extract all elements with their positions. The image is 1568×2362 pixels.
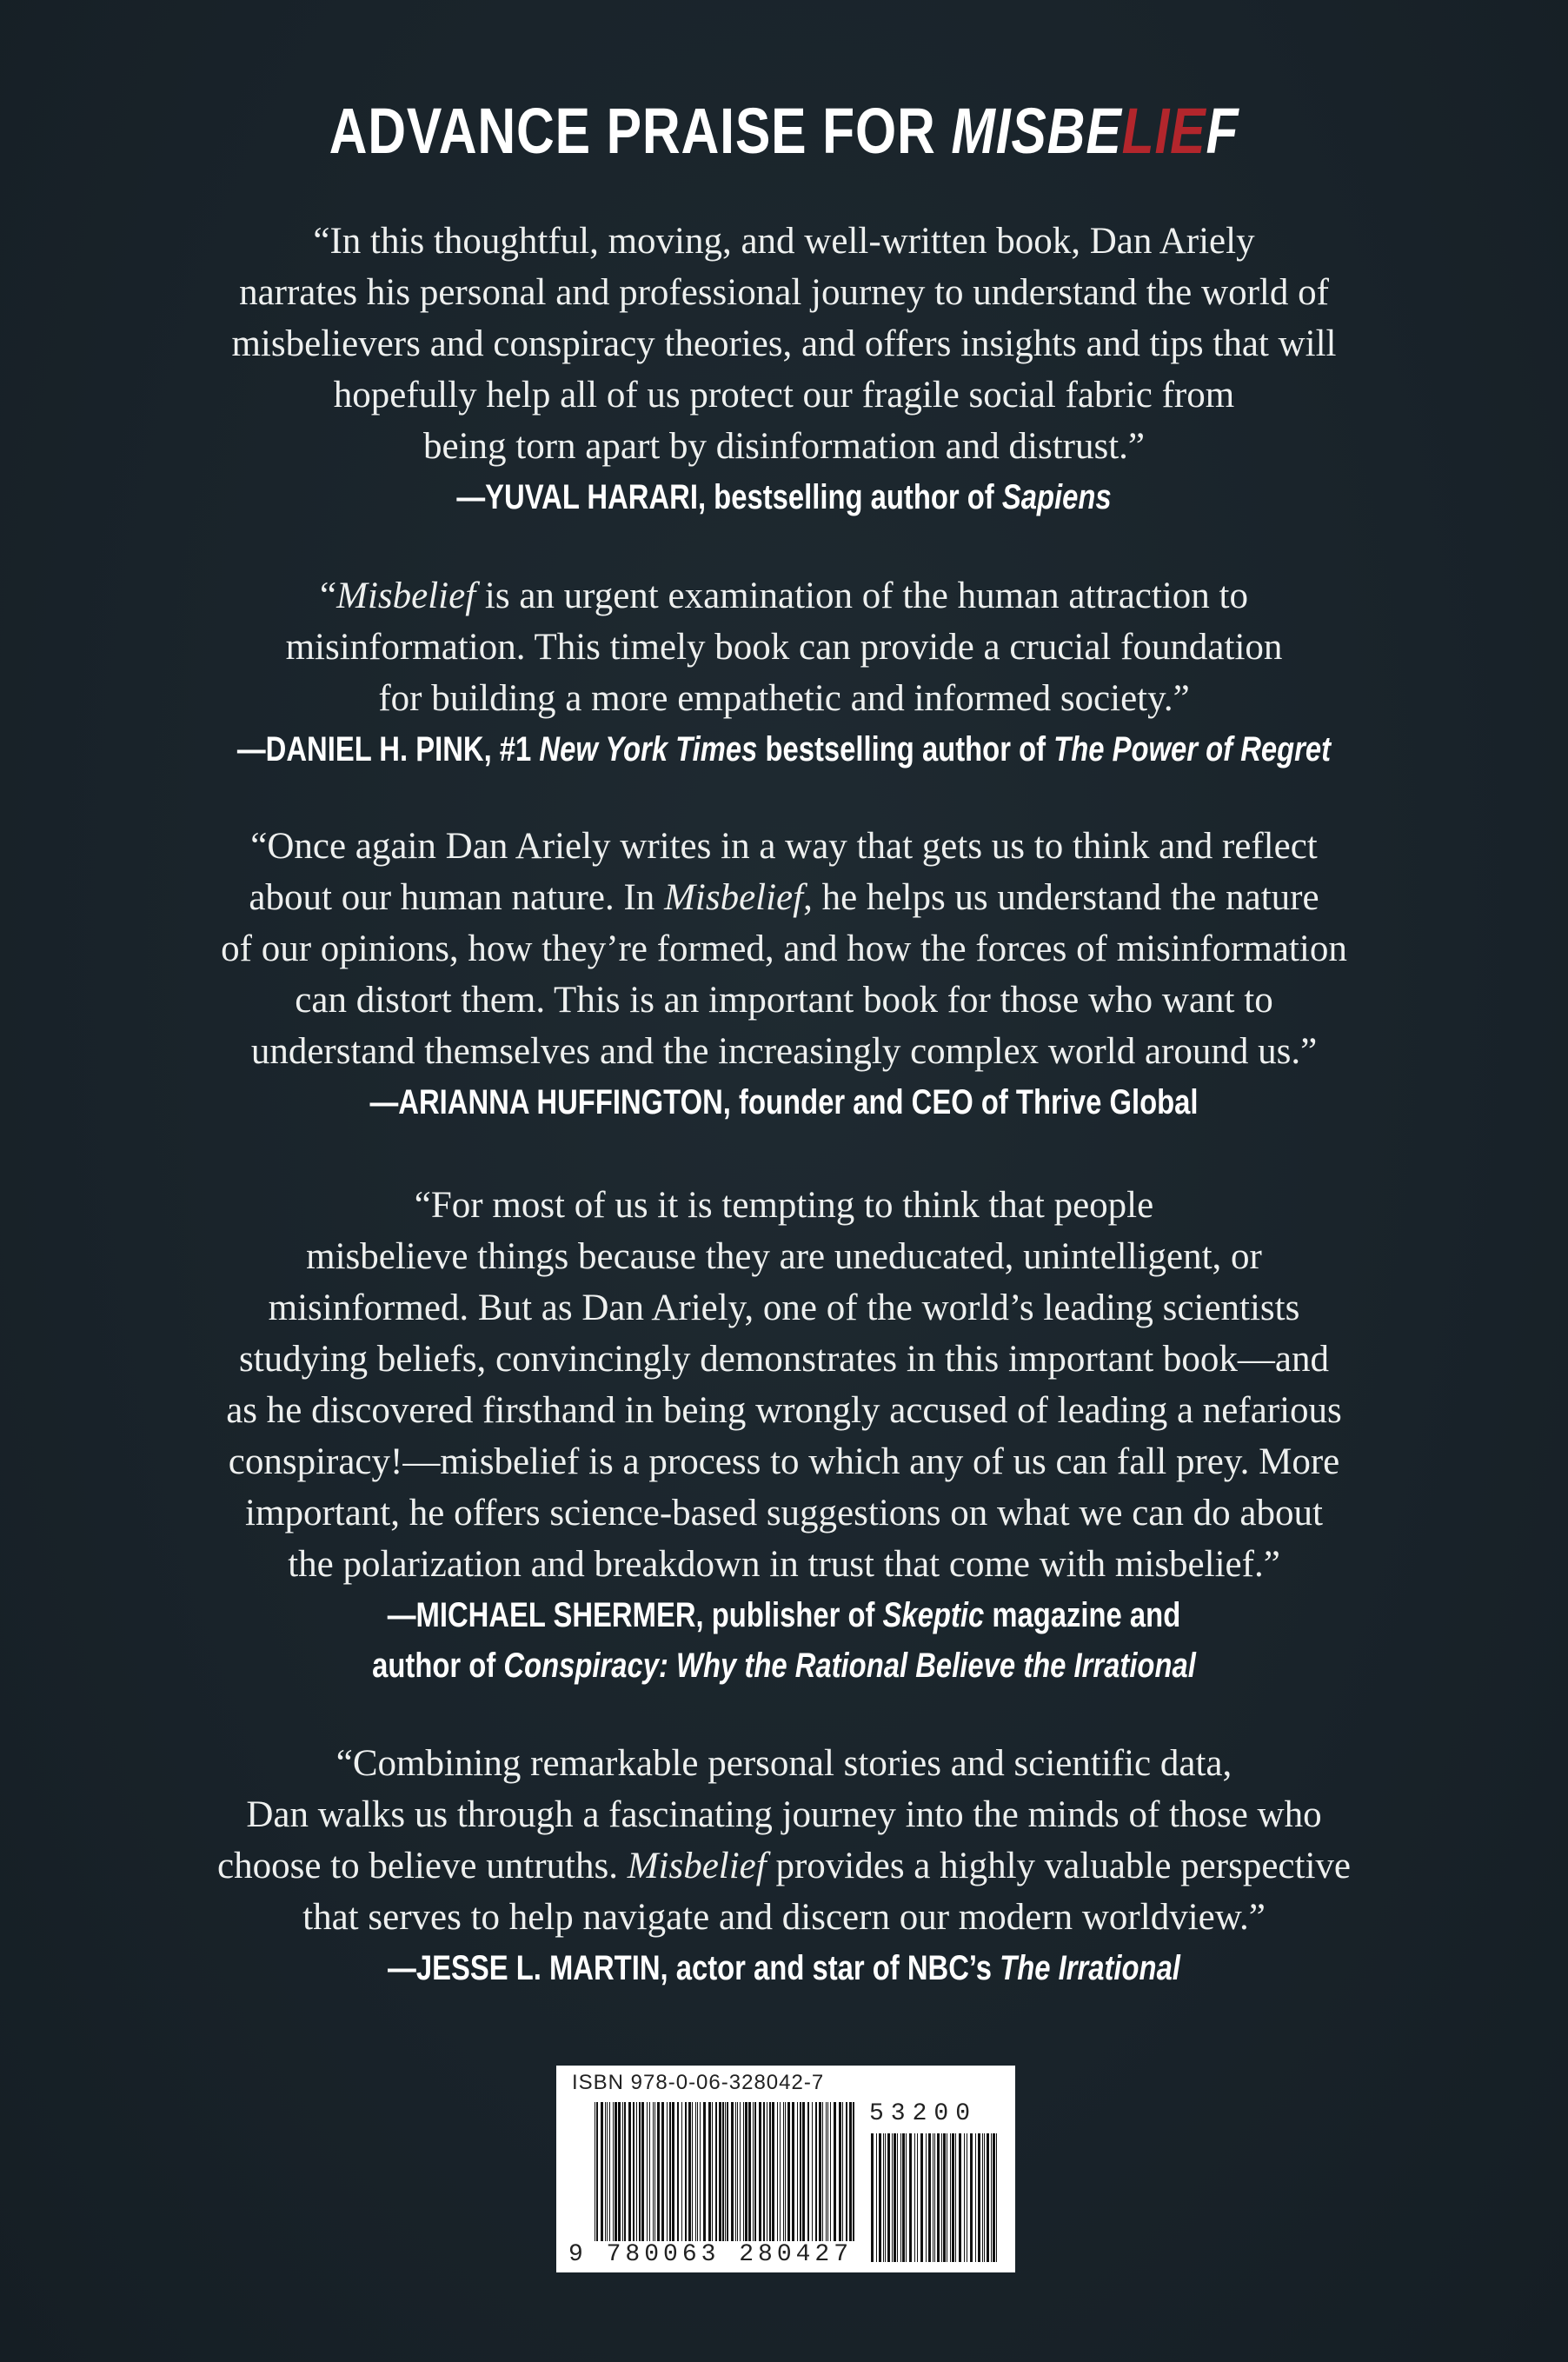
barcode-bar [661, 2102, 664, 2241]
quote-line: studying beliefs, convincingly demonstrates in this important book—and [239, 1339, 1329, 1380]
barcode-bar [887, 2133, 890, 2262]
attribution-paper: New York Times [539, 730, 758, 768]
barcode-bar [943, 2133, 946, 2262]
quote-line: the polarization and breakdown in trust that come with misbelief.” [288, 1544, 1280, 1585]
quote-open: “ [320, 576, 337, 616]
quote-text: provides a highly valuable perspective [766, 1846, 1351, 1886]
barcode-bar [842, 2102, 843, 2241]
barcode-bar [928, 2133, 931, 2262]
barcode-bar [692, 2102, 693, 2241]
barcode-bar [622, 2102, 623, 2241]
barcode-bar [993, 2133, 995, 2262]
barcode-bar [826, 2102, 827, 2241]
quote-line: that serves to help navigate and discern our modern worldview.” [302, 1897, 1266, 1938]
attribution-text: —MICHAEL SHERMER, publisher of [387, 1596, 883, 1634]
barcode-bar [876, 2133, 877, 2262]
barcode-bar [906, 2133, 907, 2262]
attribution-work: The Irrational [1000, 1949, 1180, 1987]
quote-line: “In this thoughtful, moving, and well-written book, Dan Ariely [313, 221, 1255, 262]
barcode-bar [879, 2133, 881, 2262]
quote-text: , he helps us understand the nature [803, 877, 1319, 918]
barcode-bar [780, 2102, 781, 2241]
quote-line: of our opinions, how they’re formed, and how the forces of misinformation [221, 928, 1347, 969]
barcode-bar [596, 2102, 598, 2241]
barcode-bar [731, 2102, 734, 2241]
barcode-bar [926, 2133, 927, 2262]
barcode-bar [748, 2102, 751, 2241]
barcode-bar [628, 2102, 631, 2241]
barcode-bar [649, 2102, 650, 2241]
barcode-bar [902, 2133, 905, 2262]
attribution-text: —JESSE L. MARTIN, actor and star of NBC’s [388, 1949, 1000, 1987]
attribution [141, 1640, 1426, 1691]
blurb-pink [0, 570, 1568, 775]
quote-line: Dan walks us through a fascinating journey into the minds of those who [246, 1794, 1322, 1835]
barcode-bar [885, 2133, 886, 2262]
isbn-barcode [556, 2066, 1015, 2272]
attribution-text: author of [372, 1647, 504, 1685]
barcode-bar [639, 2102, 641, 2241]
barcode-bar [987, 2133, 989, 2262]
barcode-bar [792, 2102, 794, 2241]
barcode-bar [812, 2102, 813, 2241]
barcode-bar [772, 2102, 774, 2241]
barcode-bar [964, 2133, 965, 2262]
barcode-bar [934, 2133, 935, 2262]
barcode-bar [853, 2102, 854, 2241]
barcode-bar [763, 2102, 765, 2241]
attribution: —ARIANNA HUFFINGTON, founder and CEO of Thrive Global [369, 1083, 1199, 1121]
barcode-bar [745, 2102, 747, 2241]
barcode-bar [941, 2133, 942, 2262]
quote-line [0, 1840, 1568, 1892]
barcode-bar [743, 2102, 744, 2241]
barcode-bar [735, 2102, 736, 2241]
attribution-text: —YUVAL HARARI, bestselling author of [456, 478, 1002, 516]
barcode-bar [900, 2133, 901, 2262]
addon-barcode-bars [871, 2133, 1001, 2262]
barcode-bar [759, 2102, 761, 2241]
quote-line: for building a more empathetic and informed society.” [378, 678, 1190, 719]
quote-line: “For most of us it is tempting to think that people [414, 1185, 1154, 1226]
barcode-bar [849, 2102, 852, 2241]
barcode-bar [909, 2133, 912, 2262]
quote-line: narrates his personal and professional journey to understand the world of [239, 272, 1329, 313]
quote-text: choose to believe untruths. [217, 1846, 628, 1886]
barcode-bar [984, 2133, 985, 2262]
barcode-bar [708, 2102, 711, 2241]
quote-book-title: Misbelief [627, 1846, 767, 1886]
barcode-bar [653, 2102, 654, 2241]
barcode-bar [800, 2102, 801, 2241]
barcode-bar [777, 2102, 778, 2241]
barcode-bar [697, 2102, 698, 2241]
blurb-shermer [0, 1180, 1568, 1691]
barcode-bar [783, 2102, 784, 2241]
quote-line: “Once again Dan Ariely writes in a way that gets us to think and reflect [250, 826, 1318, 867]
barcode-bar [937, 2133, 940, 2262]
quote-line: misbelievers and conspiracy theories, and offers insights and tips that will [231, 323, 1337, 364]
barcode-bar [677, 2102, 679, 2241]
attribution-work: Sapiens [1001, 478, 1112, 516]
barcode-bar [688, 2102, 691, 2241]
quote-book-title: Misbelief [336, 576, 476, 616]
barcode-bar [737, 2102, 738, 2241]
quote-line: hopefully help all of us protect our fragile social fabric from [333, 375, 1235, 416]
blurb-martin [0, 1738, 1568, 1993]
title-part-red: LIE [1121, 95, 1206, 167]
barcode-bar [914, 2133, 915, 2262]
barcode-bar [654, 2102, 655, 2241]
isbn-label: ISBN 978-0-06-328042-7 [572, 2071, 825, 2094]
barcode-bar [883, 2133, 884, 2262]
barcode-bar [917, 2133, 918, 2262]
barcode-bar [769, 2102, 771, 2241]
quote-line: misinformation. This timely book can provide a crucial foundation [285, 627, 1283, 668]
barcode-bar [703, 2102, 706, 2241]
barcode-bar [822, 2102, 823, 2241]
barcode-bar [839, 2102, 841, 2241]
barcode-bar [797, 2102, 798, 2241]
barcode-bar [601, 2102, 603, 2241]
barcode-bar [753, 2102, 754, 2241]
barcode-bar [719, 2102, 721, 2241]
heading-book-title [951, 95, 1239, 167]
barcode-bar [815, 2102, 817, 2241]
ean-digits: 9 780063 280427 [568, 2241, 854, 2268]
attribution [141, 472, 1426, 522]
barcode-bar [647, 2102, 648, 2241]
barcode-bar [613, 2102, 614, 2241]
barcode-bar [618, 2102, 621, 2241]
barcode-bar [975, 2133, 976, 2262]
barcode-bar [982, 2133, 983, 2262]
ean-barcode-bars [595, 2102, 855, 2241]
quote-line: important, he offers science-based suggestions on what we can do about [245, 1493, 1323, 1534]
quote-line: being torn apart by disinformation and distrust.” [423, 426, 1145, 467]
barcode-bar [834, 2102, 836, 2241]
barcode-bar [830, 2102, 831, 2241]
attribution-magazine: Skeptic [882, 1596, 985, 1634]
quote-text: is an urgent examination of the human attraction to [475, 576, 1248, 616]
quote-line [0, 872, 1568, 923]
barcode-bar [970, 2133, 973, 2262]
blurb-harari [0, 216, 1568, 522]
barcode-bar [722, 2102, 724, 2241]
barcode-bar [955, 2133, 956, 2262]
barcode-bar [641, 2102, 644, 2241]
barcode-bar [871, 2133, 874, 2262]
barcode-bar [996, 2133, 997, 2262]
barcode-bar [725, 2102, 726, 2241]
quote-line: conspiracy!—misbelief is a process to which any of us can fall prey. More [228, 1441, 1340, 1482]
quote-line [0, 570, 1568, 622]
barcode-bar [892, 2133, 893, 2262]
barcode-bar [740, 2102, 741, 2241]
barcode-bar [897, 2133, 898, 2262]
attribution [141, 1943, 1426, 1993]
quote-line: misbelieve things because they are uneducated, unintelligent, or [306, 1236, 1262, 1277]
attribution-text: bestselling author of [757, 730, 1054, 768]
barcode-bar [785, 2102, 786, 2241]
barcode-bar [609, 2102, 610, 2241]
barcode-bar [952, 2133, 954, 2262]
barcode-bar [807, 2102, 809, 2241]
barcode-bar [669, 2102, 671, 2241]
quote-line: as he discovered firsthand in being wrongly accused of leading a nefarious [226, 1390, 1342, 1431]
quote-line: can distort them. This is an important book for those who want to [295, 980, 1273, 1021]
quote-line: misinformed. But as Dan Ariely, one of the world’s leading scientists [268, 1287, 1300, 1328]
advance-praise-heading [141, 94, 1426, 168]
attribution [141, 1590, 1426, 1640]
barcode-bar [950, 2133, 951, 2262]
barcode-bar [991, 2133, 992, 2262]
barcode-bar [615, 2102, 617, 2241]
attribution-work: The Power of Regret [1053, 730, 1332, 768]
attribution-text: —DANIEL H. PINK, #1 [236, 730, 540, 768]
barcode-bar [978, 2133, 980, 2262]
barcode-bar [787, 2102, 790, 2241]
barcode-bar [607, 2102, 608, 2241]
addon-digits: 53200 [869, 2100, 978, 2127]
barcode-bar [727, 2102, 728, 2241]
barcode-bar [715, 2102, 717, 2241]
barcode-bar [920, 2133, 923, 2262]
barcode-bar [802, 2102, 805, 2241]
barcode-bar [712, 2102, 713, 2241]
title-part-a: MISBE [951, 95, 1122, 167]
quote-line: understand themselves and the increasingly complex world around us.” [250, 1031, 1318, 1072]
barcode-bar [672, 2102, 674, 2241]
barcode-bar [700, 2102, 701, 2241]
blurb-huffington [0, 821, 1568, 1128]
barcode-bar [695, 2102, 696, 2241]
barcode-bar [657, 2102, 660, 2241]
attribution-text: magazine and [984, 1596, 1181, 1634]
barcode-bar [605, 2102, 606, 2241]
barcode-bar [959, 2133, 961, 2262]
quote-text: about our human nature. In [249, 877, 665, 918]
attribution-work: Conspiracy: Why the Rational Believe the Irrational [503, 1647, 1196, 1685]
quote-line: “Combining remarkable personal stories and scientific data, [336, 1743, 1232, 1784]
barcode-bar [827, 2102, 828, 2241]
quote-book-title: Misbelief [664, 877, 804, 918]
barcode-bar [846, 2102, 847, 2241]
barcode-bar [681, 2102, 682, 2241]
barcode-bar [819, 2102, 821, 2241]
barcode-bar [636, 2102, 637, 2241]
barcode-bar [667, 2102, 668, 2241]
barcode-bar [754, 2102, 756, 2241]
attribution [141, 724, 1426, 775]
heading-prefix: ADVANCE PRAISE FOR [329, 95, 952, 167]
barcode-bar [633, 2102, 635, 2241]
barcode-bar [894, 2133, 896, 2262]
barcode-bar [685, 2102, 687, 2241]
title-part-c: F [1206, 95, 1239, 167]
barcode-bar [624, 2102, 626, 2241]
